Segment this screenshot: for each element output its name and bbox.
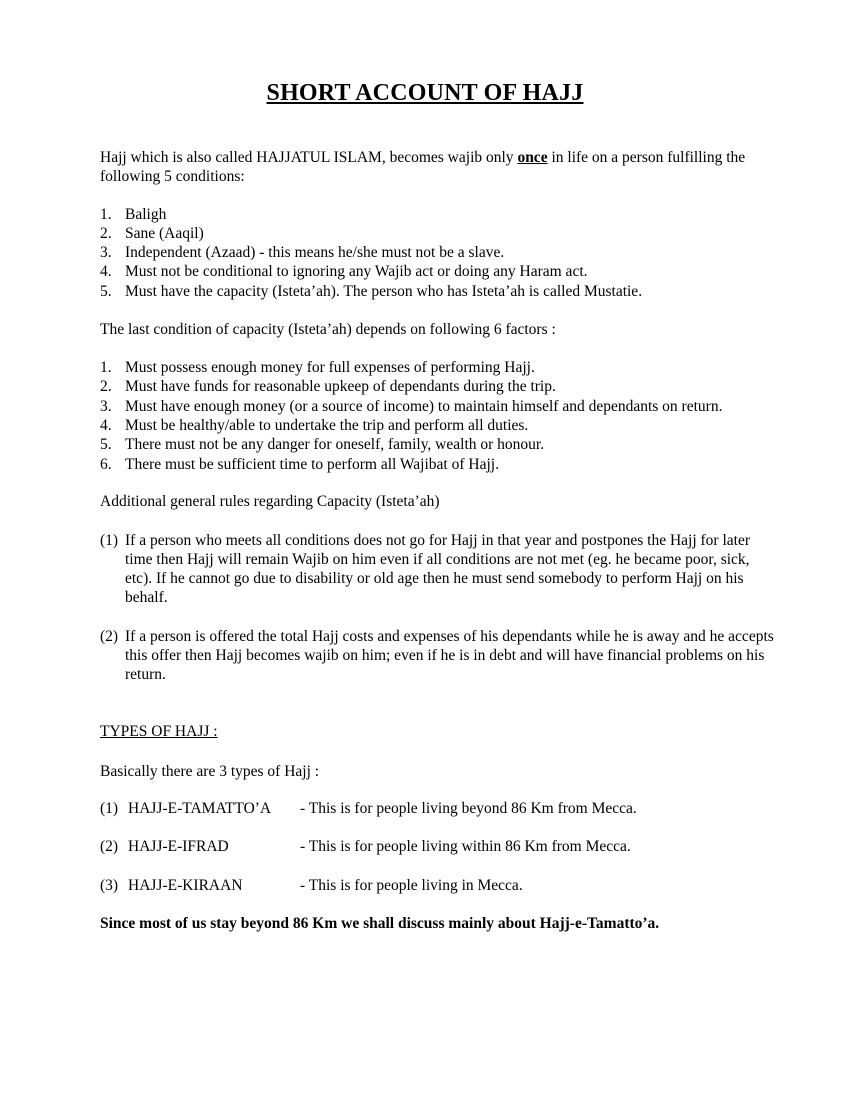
type-name: HAJJ-E-TAMATTO’A (128, 800, 272, 817)
type-description: - This is for people living beyond 86 Km from Mecca. (300, 800, 637, 817)
condition-item (100, 262, 588, 281)
list-text: Must be healthy/able to undertake the trip and perform all duties. (125, 417, 529, 434)
intro-paragraph (100, 148, 780, 186)
list-number: 2. (100, 225, 112, 242)
hajj-type-row (100, 799, 637, 818)
list-number: 5. (100, 436, 112, 453)
list-number: 1. (100, 359, 112, 376)
factor-item (100, 377, 556, 396)
factor-item (100, 416, 528, 435)
factor-item (100, 455, 499, 474)
type-number: (3) (100, 877, 119, 894)
hajj-type-row (100, 876, 523, 895)
list-number: 3. (100, 398, 112, 415)
rule-number: (2) (100, 628, 119, 645)
list-number: 5. (100, 283, 112, 300)
closing-statement: Since most of us stay beyond 86 Km we shall discuss mainly about Hajj-e-Tamatto’a. (100, 915, 660, 932)
additional-heading: Additional general rules regarding Capacity (Isteta’ah) (100, 493, 440, 510)
types-heading: TYPES OF HAJJ : (100, 723, 218, 740)
list-number: 4. (100, 263, 112, 280)
list-text: Must possess enough money for full expenses of performing Hajj. (125, 359, 535, 376)
condition-item (100, 224, 204, 243)
list-text: There must be sufficient time to perform all Wajibat of Hajj. (125, 456, 499, 473)
type-number: (1) (100, 800, 119, 817)
list-text: Must have funds for reasonable upkeep of dependants during the trip. (125, 378, 556, 395)
list-number: 3. (100, 244, 112, 261)
intro-text-after: in life on a person fulfilling the following 5 conditions: (100, 149, 746, 185)
capacity-intro: The last condition of capacity (Isteta’ah) depends on following 6 factors : (100, 321, 556, 338)
rule-item (100, 531, 780, 607)
rule-text: If a person who meets all conditions does not go for Hajj in that year and postpones the Hajj for later time then Hajj will remain Wajib on him even if all conditions are not met (eg. he became poor, sick, etc). If he cannot go due to disability or old age then he must send somebody to perform Hajj on his behalf. (125, 532, 751, 606)
type-description: - This is for people living within 86 Km from Mecca. (300, 838, 631, 855)
rule-text: If a person is offered the total Hajj costs and expenses of his dependants while he is away and he accepts this offer then Hajj becomes wajib on him; even if he is in debt and will have financial problems on his return. (125, 628, 774, 683)
list-text: Sane (Aaqil) (125, 225, 204, 242)
factor-item (100, 358, 535, 377)
list-text: There must not be any danger for oneself, family, wealth or honour. (125, 436, 545, 453)
list-number: 6. (100, 456, 112, 473)
list-text: Baligh (125, 206, 167, 223)
list-text: Must not be conditional to ignoring any Wajib act or doing any Haram act. (125, 263, 588, 280)
list-number: 2. (100, 378, 112, 395)
rule-item (100, 627, 780, 684)
condition-item (100, 243, 504, 262)
intro-text-before: Hajj which is also called HAJJATUL ISLAM, becomes wajib only (100, 149, 518, 166)
list-text: Must have enough money (or a source of income) to maintain himself and dependants on return. (125, 398, 723, 415)
list-number: 4. (100, 417, 112, 434)
rule-number: (1) (100, 532, 119, 549)
condition-item (100, 205, 166, 224)
list-number: 1. (100, 206, 112, 223)
list-text: Independent (Azaad) - this means he/she must not be a slave. (125, 244, 505, 261)
type-number: (2) (100, 838, 119, 855)
page-title: SHORT ACCOUNT OF HAJJ (266, 80, 584, 106)
factor-item (100, 397, 722, 416)
type-name: HAJJ-E-IFRAD (128, 838, 229, 855)
hajj-type-row (100, 837, 631, 856)
types-intro: Basically there are 3 types of Hajj : (100, 763, 320, 780)
condition-item (100, 282, 642, 301)
factor-item (100, 435, 544, 454)
type-name: HAJJ-E-KIRAAN (128, 877, 243, 894)
list-text: Must have the capacity (Isteta’ah). The person who has Isteta’ah is called Mustatie. (125, 283, 643, 300)
intro-emphasis: once (517, 149, 548, 166)
type-description: - This is for people living in Mecca. (300, 877, 523, 894)
